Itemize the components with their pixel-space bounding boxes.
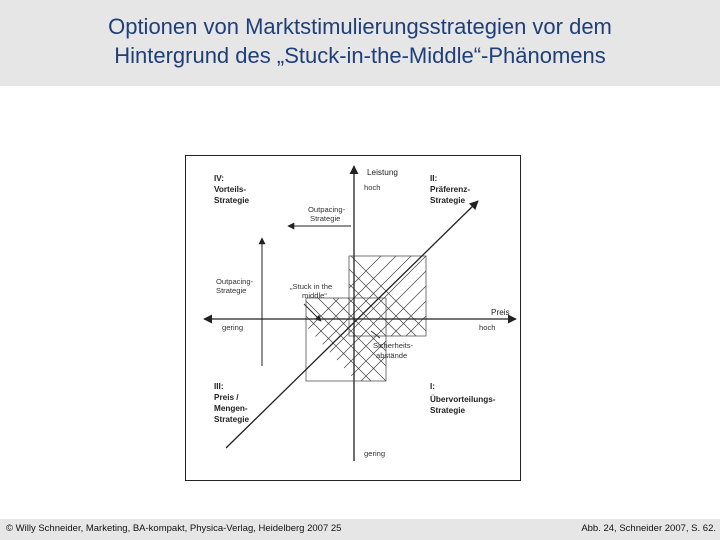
diagram-svg <box>186 156 522 482</box>
axis-x-low: gering <box>222 323 244 332</box>
footer-figure-reference: Abb. 24, Schneider 2007, S. 62. <box>581 523 716 534</box>
quadrant-ii-label-1: Präferenz- <box>430 185 471 194</box>
quadrant-ii-label-2: Strategie <box>430 196 466 205</box>
stuck-in-the-middle-label-1: „Stuck in the <box>290 282 333 291</box>
outpacing-top-label-2: Strategie <box>310 214 341 223</box>
quadrant-i-label-2: Strategie <box>430 406 466 415</box>
title-line-1: Optionen von Marktstimulierungsstrategien vor dem <box>108 14 612 39</box>
axis-x-high: hoch <box>479 323 496 332</box>
title-bar <box>0 0 720 86</box>
quadrant-iv-numeral: IV: <box>214 174 225 183</box>
quadrant-iii-label-1: Preis / <box>214 393 239 402</box>
outpacing-top-label-1: Outpacing- <box>308 205 346 214</box>
footer-bar <box>0 519 720 540</box>
quadrant-iii-label-3: Strategie <box>214 415 250 424</box>
quadrant-ii-numeral: II: <box>430 174 438 183</box>
page-title <box>0 12 720 70</box>
quadrant-i-numeral: I: <box>430 382 436 391</box>
title-line-2: Hintergrund des „Stuck-in-the-Middle“-Phänomens <box>114 43 606 68</box>
axis-y-low: gering <box>364 449 386 458</box>
quadrant-i-label-1: Übervorteilungs- <box>430 395 496 404</box>
quadrant-iii-label-2: Mengen- <box>214 404 248 413</box>
axis-y-title: Leistung <box>367 168 398 177</box>
strategy-diagram <box>185 155 521 481</box>
axis-x-title: Preis <box>491 308 510 317</box>
quadrant-iv-label-1: Vorteils- <box>214 185 247 194</box>
axis-y-high: hoch <box>364 183 381 192</box>
outpacing-left-label-1: Outpacing- <box>216 277 254 286</box>
footer-copyright: © Willy Schneider, Marketing, BA-kompakt, Physica-Verlag, Heidelberg 2007 25 <box>6 523 342 534</box>
quadrant-iv-label-2: Strategie <box>214 196 250 205</box>
quadrant-iii-numeral: III: <box>214 382 224 391</box>
stuck-in-the-middle-label-2: middle“ <box>302 291 327 300</box>
outpacing-left-label-2: Strategie <box>216 286 247 295</box>
safety-distance-label-2: abstände <box>376 351 408 360</box>
safety-distance-label-1: Sicherheits- <box>373 341 414 350</box>
